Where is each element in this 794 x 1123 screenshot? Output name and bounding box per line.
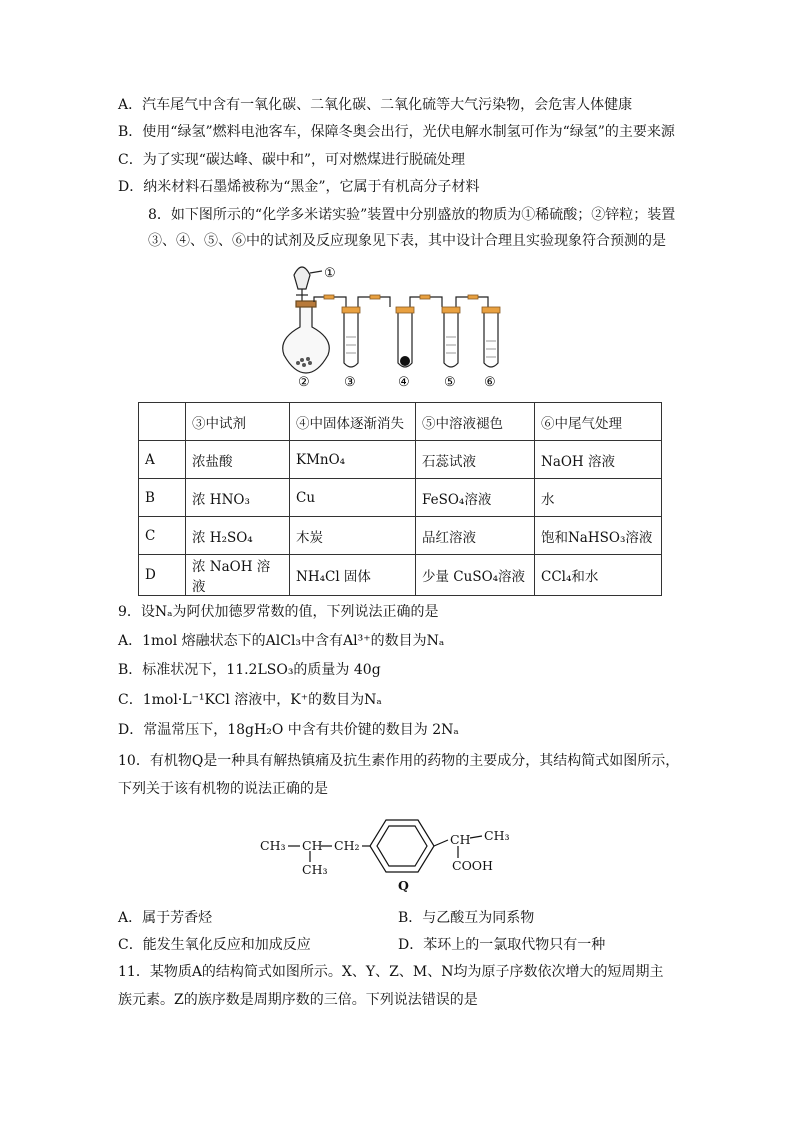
q10-stem-line2: 下列关于该有机物的说法正确的是 (118, 781, 328, 797)
q7-option-b: B．使用“绿氢”燃料电池客车，保障冬奥会出行，光伏电解水制氢可作为“绿氢”的主要来源 (118, 124, 675, 140)
table-header-row (139, 403, 662, 441)
table-row (139, 479, 662, 517)
structure-cooh: COOH (452, 858, 493, 873)
table-cell: 浓 HNO₃ (186, 479, 290, 517)
domino-apparatus-figure (280, 255, 520, 391)
label-1: ① (324, 266, 336, 281)
q10-stem-line1: 10．有机物Q是一种具有解热镇痛及抗生素作用的药物的主要成分，其结构简式如图所示， (118, 753, 680, 769)
table-cell: 品红溶液 (416, 517, 535, 555)
q7-option-a: A．汽车尾气中含有一氧化碳、二氧化碳、二氧化硫等大气污染物，会危害人体健康 (118, 97, 633, 113)
table-cell: A (139, 441, 186, 479)
structure-q-figure (258, 812, 518, 896)
table-cell: FeSO₄溶液 (416, 479, 535, 517)
label-3: ③ (344, 375, 356, 390)
label-6: ⑥ (484, 375, 496, 390)
table-header-cell: ④中固体逐渐消失 (290, 403, 416, 441)
table-header-cell: ⑤中溶液褪色 (416, 403, 535, 441)
q9-option-b: B．标准状况下，11.2LSO₃的质量为 40g (118, 662, 381, 678)
q9-option-a: A．1mol 熔融状态下的AlCl₃中含有Al³⁺的数目为Nₐ (118, 633, 445, 649)
structure-ch3-left: CH₃ (260, 838, 286, 853)
q11-stem-line1: 11．某物质A的结构简式如图所示。X、Y、Z、M、N均为原子序数依次增大的短周期主 (118, 964, 664, 980)
q8-stem-line2: ③、④、⑤、⑥中的试剂及反应现象见下表，其中设计合理且实验现象符合预测的是 (148, 233, 666, 249)
table-cell: NH₄Cl 固体 (290, 555, 416, 596)
table-cell: CCl₄和水 (535, 555, 662, 596)
q9-stem: 9．设Nₐ为阿伏加德罗常数的值，下列说法正确的是 (118, 604, 439, 620)
table-cell: D (139, 555, 186, 596)
table-cell: C (139, 517, 186, 555)
q11-stem-line2: 族元素。Z的族序数是周期序数的三倍。下列说法错误的是 (118, 992, 478, 1008)
structure-ch3-right: CH₃ (484, 828, 510, 843)
table-cell: 饱和NaHSO₃溶液 (535, 517, 662, 555)
table-header-cell: ③中试剂 (186, 403, 290, 441)
table-cell: KMnO₄ (290, 441, 416, 479)
table-cell: 石蕊试液 (416, 441, 535, 479)
q10-option-a: A．属于芳香烃 (118, 910, 213, 926)
table-cell: 木炭 (290, 517, 416, 555)
structure-ch: CH (302, 838, 323, 853)
q10-option-d: D．苯环上的一氯取代物只有一种 (398, 937, 606, 953)
structure-ch-right: CH (450, 832, 471, 847)
q7-option-c: C．为了实现“碳达峰、碳中和”，可对燃煤进行脱硫处理 (118, 152, 466, 168)
table-header-cell: ⑥中尾气处理 (535, 403, 662, 441)
table-cell: 浓盐酸 (186, 441, 290, 479)
table-cell: 水 (535, 479, 662, 517)
label-2: ② (298, 375, 310, 390)
table-cell: 浓 H₂SO₄ (186, 517, 290, 555)
q10-option-c: C．能发生氧化反应和加成反应 (118, 937, 311, 953)
structure-ch3-bottom: CH₃ (302, 862, 328, 877)
q8-stem-line1: 8．如下图所示的“化学多米诺实验”装置中分别盛放的物质为①稀硫酸；②锌粒；装置 (148, 207, 676, 223)
table-header-cell (139, 403, 186, 441)
table-row (139, 555, 662, 596)
table-cell: B (139, 479, 186, 517)
structure-ch2: CH₂ (334, 838, 360, 853)
table-row (139, 517, 662, 555)
table-cell: NaOH 溶液 (535, 441, 662, 479)
table-cell: Cu (290, 479, 416, 517)
table-row (139, 441, 662, 479)
q10-option-b: B．与乙酸互为同系物 (398, 910, 535, 926)
q9-option-c: C．1mol·L⁻¹KCl 溶液中，K⁺的数目为Nₐ (118, 692, 382, 708)
table-cell: 少量 CuSO₄溶液 (416, 555, 535, 596)
label-5: ⑤ (444, 375, 456, 390)
q8-reagent-table (138, 402, 662, 596)
q9-option-d: D．常温常压下，18gH₂O 中含有共价键的数目为 2Nₐ (118, 722, 459, 738)
q7-option-d: D．纳米材料石墨烯被称为“黑金”，它属于有机高分子材料 (118, 179, 480, 195)
structure-label-q: Q (398, 878, 409, 893)
label-4: ④ (398, 375, 410, 390)
table-cell: 浓 NaOH 溶液 (186, 555, 290, 596)
